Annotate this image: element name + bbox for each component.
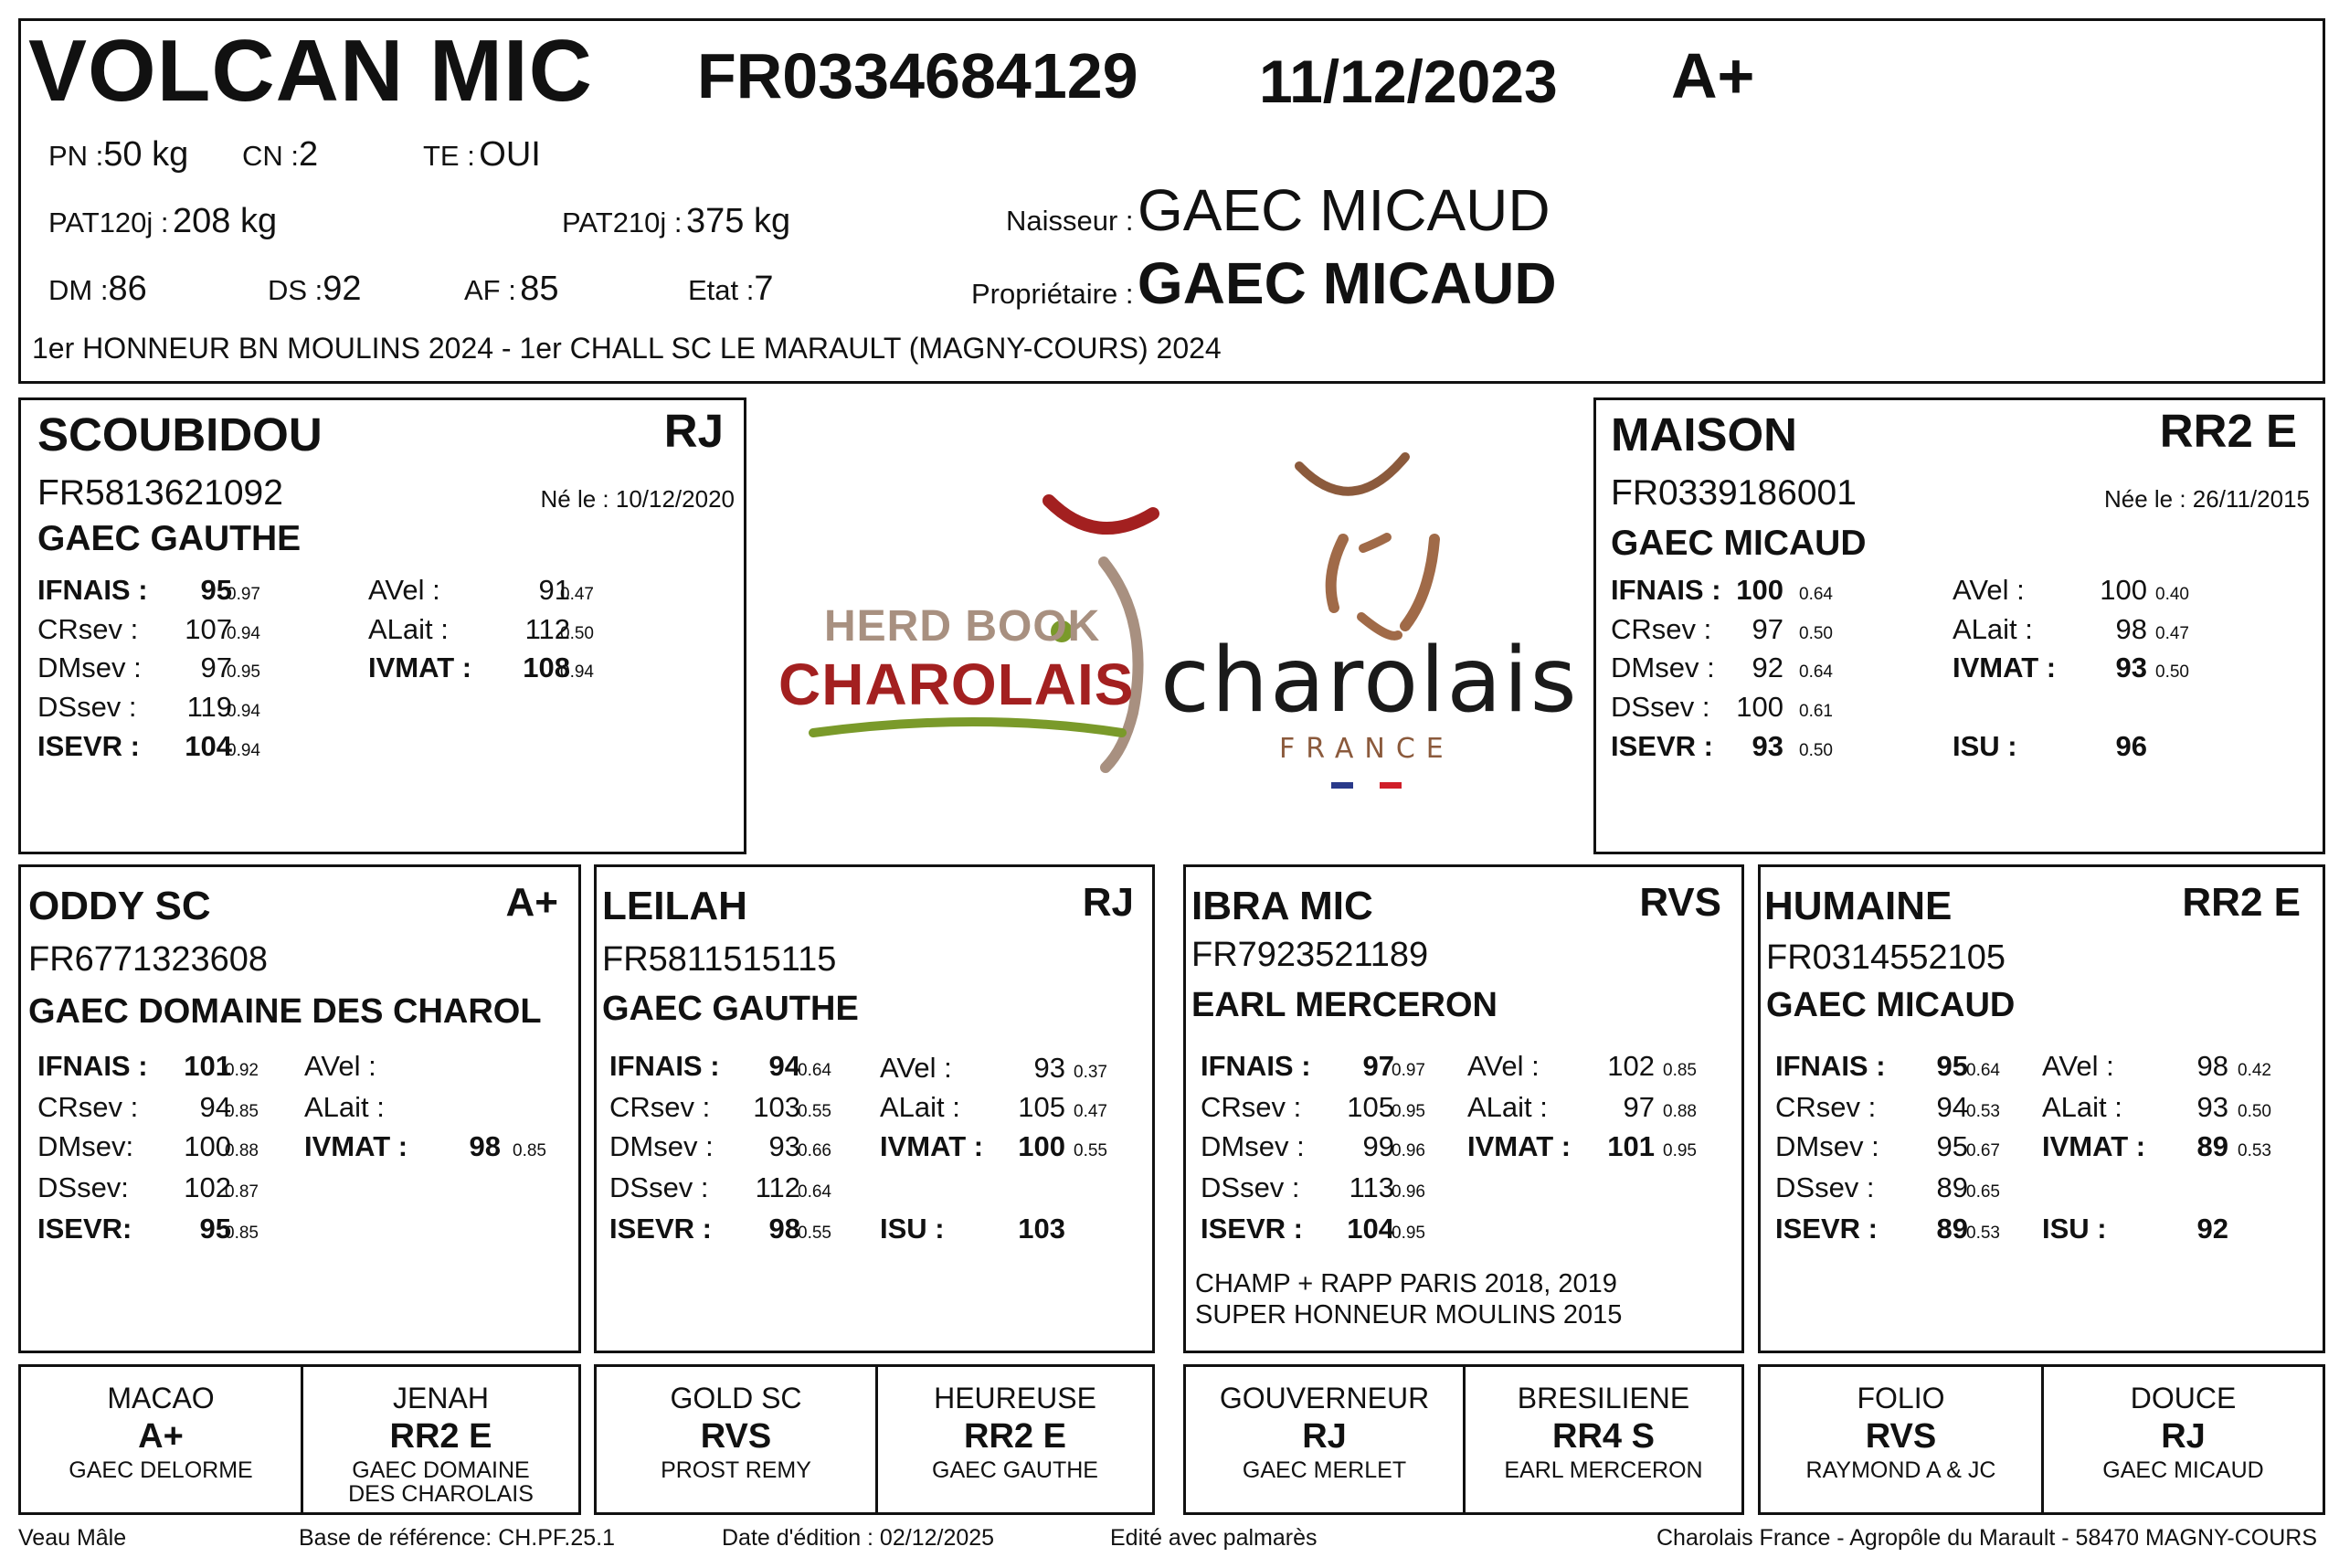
dam-owner: GAEC MICAUD: [1611, 524, 1867, 563]
index-accuracy: 0.40: [2155, 585, 2189, 604]
index-value: 95: [1936, 1050, 1968, 1082]
great-grandparent-heureuse: [878, 1367, 1152, 1512]
index-value: 100: [184, 1130, 231, 1162]
sire-ifnais: [37, 574, 148, 607]
index-label: DMsev :: [37, 652, 142, 683]
sire-card: [18, 397, 746, 854]
te-field: [423, 135, 541, 175]
ggp-owner: GAEC GAUTHE: [932, 1457, 1098, 1483]
index-label: DMsev :: [609, 1130, 714, 1162]
ggp-name: BRESILIENE: [1517, 1382, 1690, 1414]
index-value: 119: [186, 691, 232, 723]
index-accuracy: 0.95: [1392, 1224, 1425, 1243]
index-value: 107: [185, 613, 232, 645]
head-right-shape: [1405, 539, 1434, 626]
grandparent-name: HUMAINE: [1764, 884, 1953, 928]
index-label: ISEVR :: [1775, 1213, 1878, 1245]
index-label: CRsev :: [1201, 1091, 1302, 1123]
index-accuracy: 0.88: [1663, 1102, 1697, 1121]
index-value: 93: [1752, 730, 1783, 762]
index-accuracy: 0.53: [2238, 1141, 2271, 1160]
index-label: AVel :: [1467, 1050, 1540, 1082]
sire-name: SCOUBIDOU: [37, 408, 323, 461]
index-accuracy: 0.53: [1966, 1224, 2000, 1243]
index-value: 98: [2196, 1050, 2228, 1082]
index-label: ALait :: [1467, 1091, 1548, 1123]
ggp-owner: GAEC MERLET: [1242, 1457, 1407, 1483]
index-accuracy: 0.85: [513, 1141, 546, 1160]
great-grandparent-jenah: [303, 1367, 578, 1512]
index-label: ISEVR :: [37, 730, 140, 762]
index-accuracy: 0.92: [225, 1061, 259, 1080]
dm-label: DM :: [48, 274, 109, 306]
index-label: DSsev :: [1611, 691, 1710, 723]
index-accuracy: 0.61: [1799, 702, 1833, 721]
index-value: 93: [1033, 1052, 1065, 1084]
grandparent-name: IBRA MIC: [1191, 884, 1373, 928]
index-value: 104: [185, 730, 232, 762]
red-horn-shape: [1049, 501, 1153, 528]
ggp-owner: RAYMOND A & JC: [1805, 1457, 1996, 1483]
ggp-name: JENAH: [393, 1382, 489, 1414]
index-value: 97: [1362, 1050, 1394, 1082]
charolais-france-text: charolais: [1160, 629, 1579, 733]
index-value: 98: [768, 1213, 800, 1245]
index-value: 89: [2196, 1130, 2228, 1162]
animal-palmares: 1er HONNEUR BN MOULINS 2024 - 1er CHALL SC LE MARAULT (MAGNY-COURS) 2024: [32, 332, 1222, 365]
pn-label: PN :: [48, 140, 104, 172]
index-label: CRsev :: [37, 613, 139, 645]
grandparent-owner: GAEC DOMAINE DES CHAROL: [28, 992, 542, 1031]
index-value: 93: [2115, 652, 2147, 683]
ggp-owner: GAEC MICAUD: [2102, 1457, 2264, 1483]
great-grandparents-pair-3: [1183, 1364, 1744, 1515]
index-value: 94: [1936, 1091, 1968, 1123]
index-label: IVMAT :: [304, 1130, 408, 1162]
animal-id: FR0334684129: [697, 40, 1138, 111]
ggp-name: GOUVERNEUR: [1219, 1382, 1430, 1414]
pat120-label: PAT120j :: [48, 207, 169, 238]
green-swoosh-shape: [813, 722, 1122, 733]
index-value: 103: [1018, 1213, 1065, 1245]
index-value: 101: [1607, 1130, 1655, 1162]
index-accuracy: 0.64: [798, 1061, 831, 1080]
index-value: 105: [1018, 1091, 1065, 1123]
ds-field: [268, 270, 362, 309]
index-value: 102: [184, 1171, 231, 1203]
index-label: AVel :: [2042, 1050, 2114, 1082]
index-value: 95: [1936, 1130, 1968, 1162]
index-value: 95: [200, 574, 232, 606]
index-accuracy: 0.47: [560, 585, 594, 604]
index-label: DMsev :: [1775, 1130, 1879, 1162]
head-horns-shape: [1299, 457, 1405, 492]
grandparent-id: FR0314552105: [1766, 938, 2006, 977]
proprietaire-field: [971, 249, 1557, 317]
cn-value: 2: [299, 135, 319, 174]
index-accuracy: 0.37: [1074, 1063, 1107, 1082]
index-label: AVel :: [1953, 574, 2025, 606]
dm-field: [48, 270, 147, 309]
index-accuracy: 0.94: [227, 741, 260, 760]
index-accuracy: 0.50: [2155, 662, 2189, 682]
proprietaire-label: Propriétaire :: [971, 278, 1134, 310]
te-label: TE :: [423, 140, 475, 172]
index-value: 91: [538, 574, 570, 606]
animal-rank: A+: [1671, 40, 1755, 111]
index-value: 112: [524, 613, 570, 645]
index-value: 97: [1752, 613, 1783, 645]
index-value: 104: [1347, 1213, 1394, 1245]
index-label: DMsev :: [1611, 652, 1715, 683]
index-label: DSsev :: [609, 1171, 709, 1203]
index-value: 96: [2115, 730, 2147, 762]
grandparent-card-leilah: [594, 864, 1155, 1353]
index-label: IVMAT :: [1467, 1130, 1572, 1162]
ggp-owner: DES CHAROLAIS: [348, 1481, 534, 1507]
grandparent-rank: RR2 E: [2182, 880, 2301, 925]
great-grandparents-pair-1: [18, 1364, 581, 1515]
index-accuracy: 0.97: [227, 585, 260, 604]
sire-owner: GAEC GAUTHE: [37, 519, 302, 558]
ggp-owner: EARL MERCERON: [1504, 1457, 1703, 1483]
animal-header: [18, 18, 2325, 384]
grandparent-owner: EARL MERCERON: [1191, 986, 1498, 1024]
index-accuracy: 0.47: [2155, 624, 2189, 643]
grandparent-owner: GAEC GAUTHE: [602, 990, 859, 1028]
index-accuracy: 0.88: [225, 1141, 259, 1160]
index-value: 102: [1607, 1050, 1655, 1082]
grandparent-palmares-line: CHAMP + RAPP PARIS 2018, 2019: [1195, 1269, 1617, 1298]
ggp-name: MACAO: [107, 1382, 215, 1414]
index-label: DSsev :: [37, 691, 137, 723]
ds-label: DS :: [268, 274, 323, 306]
great-grandparents-pair-2: [594, 1364, 1155, 1515]
great-grandparent-macao: [21, 1367, 301, 1512]
dam-born: Née le : 26/11/2015: [2103, 485, 2310, 513]
index-accuracy: 0.85: [225, 1102, 259, 1121]
sire-id: FR5813621092: [37, 473, 283, 513]
dm-value: 86: [108, 270, 147, 308]
af-field: [464, 270, 559, 309]
flag-blue-mark: [1331, 782, 1353, 789]
index-value: 93: [2196, 1091, 2228, 1123]
index-label: IVMAT :: [368, 652, 472, 683]
index-value: 89: [1936, 1213, 1968, 1245]
grandparent-owner: GAEC MICAUD: [1766, 986, 2016, 1024]
ggp-name: DOUCE: [2130, 1382, 2237, 1414]
grandparent-id: FR6771323608: [28, 940, 268, 979]
ggp-rank: RR2 E: [389, 1417, 492, 1456]
dam-card: [1593, 397, 2325, 854]
index-label: AVel :: [368, 574, 440, 606]
index-value: 100: [1736, 574, 1783, 606]
index-value: 103: [753, 1091, 800, 1123]
index-label: IFNAIS :: [37, 1050, 148, 1082]
index-label: ISEVR :: [1611, 730, 1713, 762]
pat210-label: PAT210j :: [562, 207, 683, 238]
proprietaire-value: GAEC MICAUD: [1137, 250, 1557, 316]
ggp-name: HEUREUSE: [934, 1382, 1096, 1414]
index-label: ALait :: [304, 1091, 385, 1123]
ggp-rank: RJ: [1302, 1417, 1347, 1456]
grandparent-card-oddy: [18, 864, 581, 1353]
sire-born: Né le : 10/12/2020: [540, 485, 735, 513]
ggp-name: GOLD SC: [670, 1382, 802, 1414]
cn-label: CN :: [242, 140, 299, 172]
index-label: DSsev :: [1775, 1171, 1875, 1203]
index-accuracy: 0.55: [1074, 1141, 1107, 1160]
index-value: 100: [1018, 1130, 1065, 1162]
pat120-field: [48, 202, 277, 241]
index-accuracy: 0.64: [1799, 662, 1833, 682]
grandparent-name: LEILAH: [602, 884, 747, 928]
index-value: 105: [1347, 1091, 1394, 1123]
index-accuracy: 0.42: [2238, 1061, 2271, 1080]
index-accuracy: 0.96: [1392, 1182, 1425, 1202]
index-label: CRsev :: [1775, 1091, 1877, 1123]
herd-book-text: HERD BOOK: [824, 602, 1101, 651]
cn-field: [242, 135, 318, 175]
grandparent-card-humaine: [1758, 864, 2325, 1353]
index-accuracy: 0.96: [1392, 1141, 1425, 1160]
index-accuracy: 0.55: [798, 1102, 831, 1121]
dam-name: MAISON: [1611, 408, 1797, 461]
index-accuracy: 0.94: [227, 702, 260, 721]
grandparent-rank: RJ: [1082, 880, 1134, 925]
te-value: OUI: [479, 135, 541, 174]
ggp-owner: PROST REMY: [661, 1457, 811, 1483]
index-label: CRsev :: [609, 1091, 711, 1123]
index-value: 98: [2115, 613, 2147, 645]
index-label: IFNAIS :: [37, 574, 148, 606]
index-value: 97: [1623, 1091, 1655, 1123]
great-grandparent-douce: [2044, 1367, 2323, 1512]
herd-book-charolais-text: CHAROLAIS: [778, 652, 1135, 717]
grandparent-rank: RVS: [1639, 880, 1721, 925]
index-value: 89: [1936, 1171, 1968, 1203]
grandparent-palmares-line: SUPER HONNEUR MOULINS 2015: [1195, 1300, 1623, 1330]
index-label: DMsev :: [1201, 1130, 1305, 1162]
great-grandparent-gold-sc: [597, 1367, 875, 1512]
grandparent-card-ibra: [1183, 864, 1744, 1353]
ggp-rank: RR4 S: [1552, 1417, 1655, 1456]
etat-field: [688, 270, 774, 309]
index-label: IVMAT :: [880, 1130, 984, 1162]
dam-rank: RR2 E: [2159, 405, 2297, 457]
index-accuracy: 0.94: [560, 662, 594, 682]
index-accuracy: 0.55: [798, 1224, 831, 1243]
ds-value: 92: [323, 270, 362, 308]
index-value: 92: [2196, 1213, 2228, 1245]
france-text: FRANCE: [1279, 733, 1455, 765]
index-label: ISEVR :: [1201, 1213, 1303, 1245]
index-label: DSsev:: [37, 1171, 129, 1203]
ggp-rank: A+: [138, 1417, 184, 1456]
index-value: 98: [469, 1130, 501, 1162]
index-accuracy: 0.85: [1663, 1061, 1697, 1080]
naisseur-label: Naisseur :: [1006, 205, 1134, 237]
ggp-rank: RVS: [1865, 1417, 1937, 1456]
great-grandparent-gouverneur: [1186, 1367, 1463, 1512]
index-label: CRsev :: [1611, 613, 1712, 645]
index-accuracy: 0.65: [1966, 1182, 2000, 1202]
index-value: 99: [1362, 1130, 1394, 1162]
index-label: ISU :: [880, 1213, 945, 1245]
index-accuracy: 0.47: [1074, 1102, 1107, 1121]
dam-id: FR0339186001: [1611, 473, 1857, 513]
index-value: 100: [1736, 691, 1783, 723]
head-left-shape: [1331, 539, 1343, 608]
index-label: ISU :: [1953, 730, 2017, 762]
footer-palmares-note: Edité avec palmarès: [1110, 1525, 1318, 1551]
pn-field: [48, 135, 188, 175]
index-value: 94: [199, 1091, 231, 1123]
head-eye-shape: [1363, 537, 1387, 548]
index-accuracy: 0.97: [1392, 1061, 1425, 1080]
index-label: IFNAIS :: [1775, 1050, 1886, 1082]
index-value: 108: [523, 652, 570, 683]
animal-birth-date: 11/12/2023: [1259, 48, 1558, 115]
index-accuracy: 0.50: [560, 624, 594, 643]
pn-value: 50 kg: [103, 135, 189, 174]
index-value: 101: [184, 1050, 231, 1082]
ggp-owner: GAEC DELORME: [69, 1457, 253, 1483]
index-label: ISU :: [2042, 1213, 2107, 1245]
index-accuracy: 0.94: [227, 624, 260, 643]
index-label: ALait :: [880, 1091, 960, 1123]
index-accuracy: 0.95: [1392, 1102, 1425, 1121]
index-label: ALait :: [368, 613, 449, 645]
index-label: IVMAT :: [1953, 652, 2057, 683]
pat210-field: [562, 202, 790, 241]
logos-area: [758, 402, 1581, 822]
index-value: 100: [2100, 574, 2147, 606]
index-accuracy: 0.53: [1966, 1102, 2000, 1121]
footer-base: Base de référence: CH.PF.25.1: [299, 1525, 616, 1551]
ggp-owner: GAEC DOMAINE: [352, 1457, 530, 1483]
af-value: 85: [520, 270, 559, 308]
naisseur-value: GAEC MICAUD: [1138, 177, 1551, 243]
index-value: 94: [768, 1050, 800, 1082]
index-accuracy: 0.95: [227, 662, 260, 682]
index-accuracy: 0.87: [225, 1182, 259, 1202]
index-label: ALait :: [1953, 613, 2033, 645]
ggp-name: FOLIO: [1857, 1382, 1945, 1414]
grandparent-id: FR5811515115: [602, 940, 837, 979]
naisseur-field: [1006, 176, 1551, 244]
ggp-rank: RJ: [2161, 1417, 2206, 1456]
ggp-rank: RR2 E: [964, 1417, 1066, 1456]
footer-sex: Veau Mâle: [18, 1525, 127, 1551]
index-accuracy: 0.67: [1966, 1141, 2000, 1160]
index-value: 92: [1752, 652, 1783, 683]
animal-name: VOLCAN MIC: [28, 22, 593, 120]
index-label: ISEVR:: [37, 1213, 132, 1245]
index-label: IVMAT :: [2042, 1130, 2146, 1162]
index-label: ISEVR :: [609, 1213, 712, 1245]
index-accuracy: 0.64: [1799, 585, 1833, 604]
index-value: 93: [768, 1130, 800, 1162]
grandparent-name: ODDY SC: [28, 884, 211, 928]
index-label: IFNAIS :: [1611, 574, 1721, 606]
index-accuracy: 0.66: [798, 1141, 831, 1160]
pat120-value: 208 kg: [172, 202, 278, 240]
grandparent-rank: A+: [505, 880, 558, 925]
great-grandparents-pair-4: [1758, 1364, 2325, 1515]
index-accuracy: 0.50: [1799, 624, 1833, 643]
great-grandparent-folio: [1761, 1367, 2041, 1512]
index-label: ALait :: [2042, 1091, 2122, 1123]
etat-label: Etat :: [688, 274, 755, 306]
index-label: AVel :: [880, 1052, 952, 1084]
index-label: IFNAIS :: [1201, 1050, 1311, 1082]
index-accuracy: 0.64: [1966, 1061, 2000, 1080]
index-accuracy: 0.50: [2238, 1102, 2271, 1121]
index-value: 112: [755, 1171, 800, 1203]
af-label: AF :: [464, 274, 516, 306]
footer-organization: Charolais France - Agropôle du Marault - 58470 MAGNY-COURS: [1656, 1525, 2317, 1551]
index-value: 113: [1349, 1171, 1394, 1203]
index-accuracy: 0.95: [1663, 1141, 1697, 1160]
index-accuracy: 0.85: [225, 1224, 259, 1243]
footer-edition-date: Date d'édition : 02/12/2025: [722, 1525, 995, 1551]
index-label: AVel :: [304, 1050, 376, 1082]
index-label: DSsev :: [1201, 1171, 1300, 1203]
index-label: CRsev :: [37, 1091, 139, 1123]
index-accuracy: 0.50: [1799, 741, 1833, 760]
index-value: 97: [200, 652, 232, 683]
sire-rank: RJ: [663, 405, 724, 457]
grandparent-id: FR7923521189: [1191, 936, 1429, 974]
pat210-value: 375 kg: [685, 202, 791, 240]
ggp-rank: RVS: [700, 1417, 772, 1456]
etat-value: 7: [754, 270, 774, 308]
index-label: DMsev:: [37, 1130, 134, 1162]
flag-red-mark: [1380, 782, 1402, 789]
index-value: 95: [199, 1213, 231, 1245]
index-label: IFNAIS :: [609, 1050, 720, 1082]
great-grandparent-bresiliene: [1466, 1367, 1741, 1512]
index-accuracy: 0.64: [798, 1182, 831, 1202]
